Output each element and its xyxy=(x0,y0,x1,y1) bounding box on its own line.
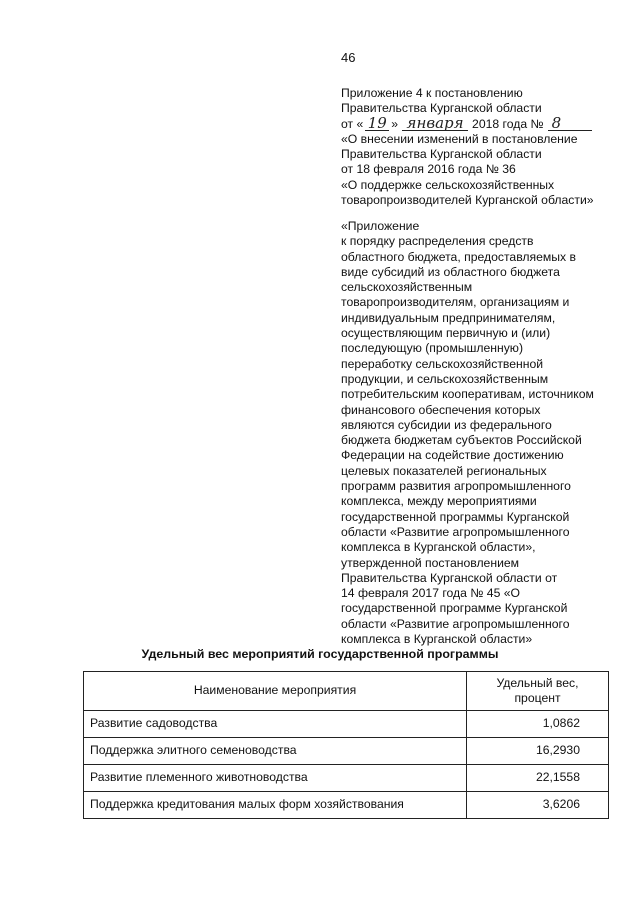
appendix-block xyxy=(341,219,640,647)
appendix-line: комплекса в Курганской области» xyxy=(341,632,533,647)
table-row xyxy=(84,792,609,819)
column-header-name: Наименование мероприятия xyxy=(84,672,467,711)
page-number: 46 xyxy=(341,50,356,65)
appendix-line: виде субсидий из областного бюджета xyxy=(341,264,560,279)
appendix-line: бюджета бюджетам субъектов Российской xyxy=(341,433,582,448)
date-line xyxy=(341,113,640,132)
row-weight: 16,2930 xyxy=(467,738,609,765)
column-header-weight: Удельный вес, процент xyxy=(467,672,609,711)
header-line: «О внесении изменений в постановление xyxy=(341,131,578,146)
appendix-line: являются субсидии из федерального xyxy=(341,417,552,432)
date-prefix: от « xyxy=(341,116,364,131)
table-title: Удельный вес мероприятий государственной программы xyxy=(141,647,499,661)
appendix-line: государственной программы Курганской xyxy=(341,509,570,524)
appendix-line: последующую (промышленную) xyxy=(341,341,523,356)
table-row xyxy=(84,711,609,738)
appendix-line: области «Развитие агропромышленного xyxy=(341,616,570,631)
appendix-line: к порядку распределения средств xyxy=(341,234,534,249)
appendix-line: комплекса, между мероприятиями xyxy=(341,494,537,509)
appendix-line: Федерации на содействие достижению xyxy=(341,448,564,463)
appendix-line: программ развития агропромышленного xyxy=(341,479,571,494)
row-weight: 3,6206 xyxy=(467,792,609,819)
appendix-line: целевых показателей региональных xyxy=(341,463,547,478)
table-row xyxy=(84,738,609,765)
header-line: от 18 февраля 2016 года № 36 xyxy=(341,162,516,177)
appendix-line: 14 февраля 2017 года № 45 «О xyxy=(341,586,520,601)
appendix-line: государственной программе Курганской xyxy=(341,601,568,616)
row-name: Развитие садоводства xyxy=(84,711,467,738)
header-line: «О поддержке сельскохозяйственных xyxy=(341,177,555,192)
row-weight: 1,0862 xyxy=(467,711,609,738)
header-line: товаропроизводителей Курганской области» xyxy=(341,193,594,208)
header-line: Правительства Курганской области xyxy=(341,147,542,162)
appendix-line: потребительским кооперативам, источником xyxy=(341,387,594,402)
appendix-line: индивидуальным предпринимателям, xyxy=(341,310,556,325)
appendix-line: утвержденной постановлением xyxy=(341,555,520,570)
appendix-line: осуществляющим первичную и (или) xyxy=(341,326,551,341)
handwritten-number: 8 xyxy=(548,117,592,131)
appendix-line: продукции, и сельскохозяйственным xyxy=(341,371,549,386)
appendix-line: товаропроизводителям, организациям и xyxy=(341,295,570,310)
appendix-line: областного бюджета, предоставляемых в xyxy=(341,249,576,264)
header-line: Правительства Курганской области xyxy=(341,101,542,116)
appendix-line: Правительства Курганской области от xyxy=(341,570,558,585)
handwritten-month: января xyxy=(402,117,468,131)
date-mid: » xyxy=(391,116,399,131)
appendix-line: переработку сельскохозяйственной xyxy=(341,356,544,371)
resolution-header xyxy=(341,86,640,208)
row-name: Развитие племенного животноводства xyxy=(84,765,467,792)
appendix-line: сельскохозяйственным xyxy=(341,280,473,295)
row-name: Поддержка кредитования малых форм хозяйствования xyxy=(84,792,467,819)
date-year: 2018 года № xyxy=(472,116,544,131)
table-row xyxy=(84,765,609,792)
header-line: Приложение 4 к постановлению xyxy=(341,86,523,100)
table-header-row xyxy=(84,672,609,711)
weights-table xyxy=(83,671,609,819)
handwritten-day: 19 xyxy=(365,117,389,131)
row-name: Поддержка элитного семеноводства xyxy=(84,738,467,765)
appendix-line: комплекса в Курганской области», xyxy=(341,540,536,555)
row-weight: 22,1558 xyxy=(467,765,609,792)
appendix-line: финансового обеспечения которых xyxy=(341,402,541,417)
appendix-line: «Приложение xyxy=(341,219,420,233)
appendix-line: области «Развитие агропромышленного xyxy=(341,524,570,539)
